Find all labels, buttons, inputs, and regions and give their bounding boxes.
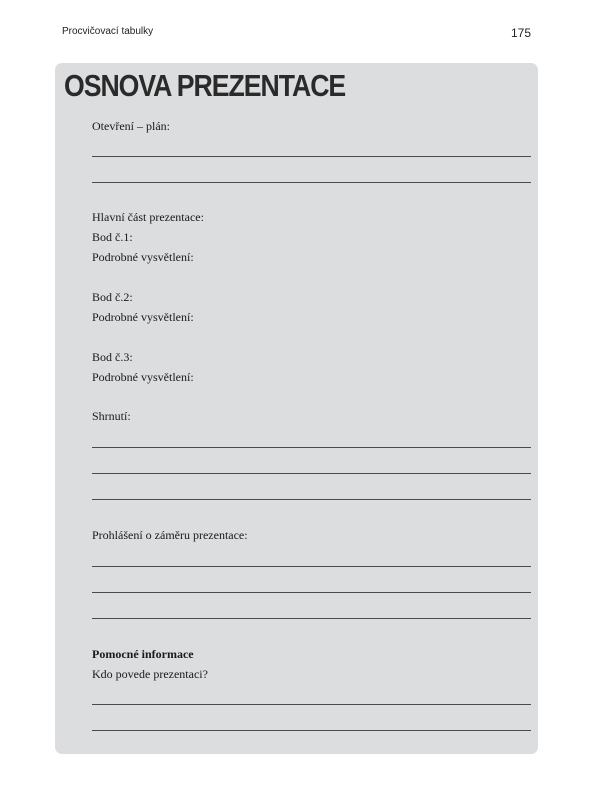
worksheet-panel <box>55 63 538 754</box>
summary-answer-line-3[interactable] <box>92 499 531 500</box>
summary-answer-line-1[interactable] <box>92 447 531 448</box>
point-3-label: Bod č.3: <box>92 350 133 364</box>
point-1-label: Bod č.1: <box>92 230 133 244</box>
opening-label: Otevření – plán: <box>92 119 170 133</box>
summary-answer-line-2[interactable] <box>92 473 531 474</box>
presenter-answer-line-1[interactable] <box>92 704 531 705</box>
statement-answer-line-3[interactable] <box>92 618 531 619</box>
presenter-label: Kdo povede prezentaci? <box>92 667 208 681</box>
point-3-detail-label: Podrobné vysvětlení: <box>92 370 194 384</box>
statement-answer-line-2[interactable] <box>92 592 531 593</box>
summary-label: Shrnutí: <box>92 409 131 423</box>
statement-label: Prohlášení o záměru prezentace: <box>92 528 248 542</box>
running-head: Procvičovací tabulky <box>62 26 154 37</box>
statement-answer-line-1[interactable] <box>92 566 531 567</box>
point-2-detail-label: Podrobné vysvětlení: <box>92 310 194 324</box>
worksheet-title: OSNOVA PREZENTACE <box>64 68 346 103</box>
opening-answer-line-1[interactable] <box>92 156 531 157</box>
page-number: 175 <box>510 26 531 40</box>
point-1-detail-label: Podrobné vysvětlení: <box>92 250 194 264</box>
opening-answer-line-2[interactable] <box>92 182 531 183</box>
point-2-label: Bod č.2: <box>92 290 133 304</box>
presenter-answer-line-2[interactable] <box>92 730 531 731</box>
main-part-label: Hlavní část prezentace: <box>92 210 204 224</box>
support-info-heading: Pomocné informace <box>92 647 194 661</box>
